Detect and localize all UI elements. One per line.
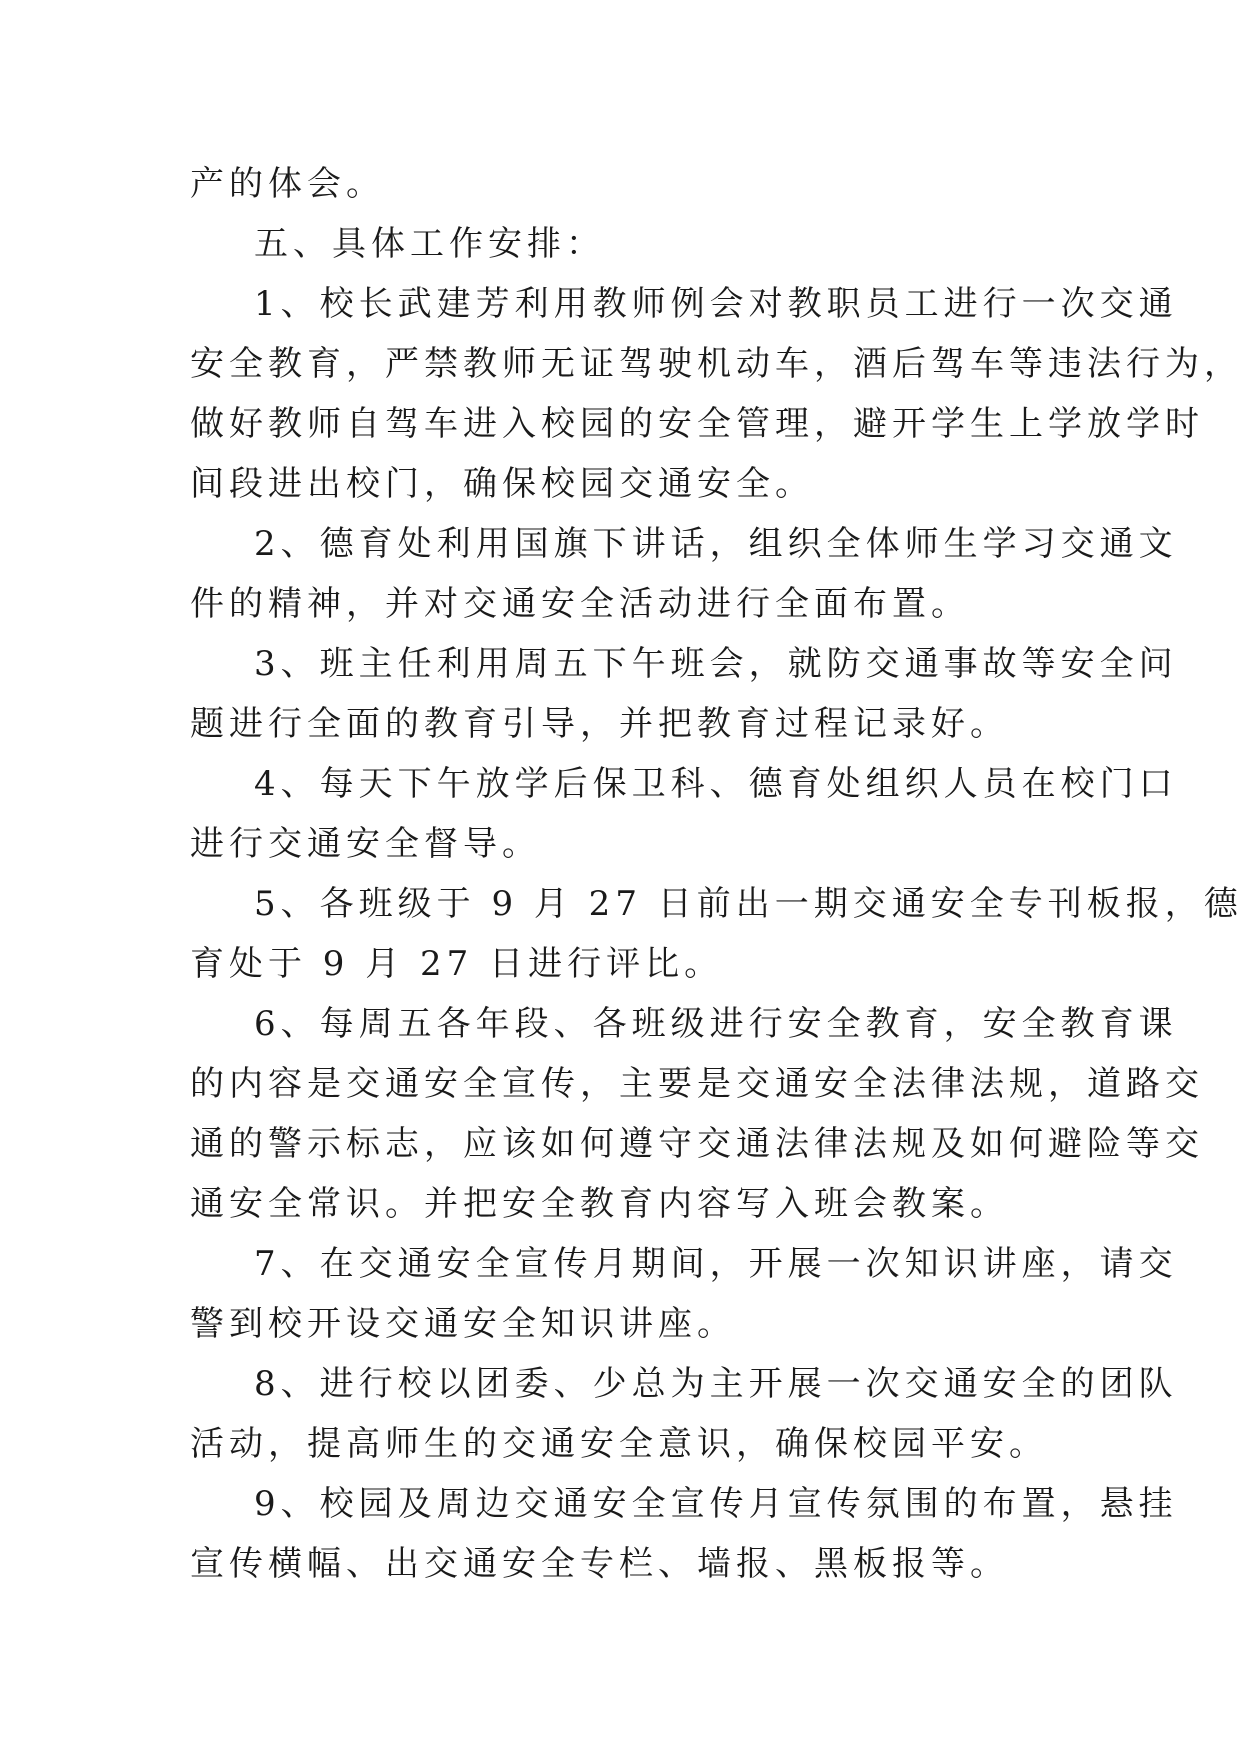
text-line: 警到校开设交通安全知识讲座。 bbox=[190, 1304, 736, 1344]
text-line: 育处于 9 月 27 日进行评比。 bbox=[190, 944, 724, 984]
text-line: 6、每周五各年段、各班级进行安全教育，安全教育课 bbox=[254, 1004, 1178, 1044]
text-line: 通安全常识。并把安全教育内容写入班会教案。 bbox=[190, 1184, 1009, 1224]
text-line: 活动，提高师生的交通安全意识，确保校园平安。 bbox=[190, 1424, 1048, 1464]
text-line: 9、校园及周边交通安全宣传月宣传氛围的布置，悬挂 bbox=[254, 1484, 1178, 1524]
text-line: 间段进出校门，确保校园交通安全。 bbox=[190, 464, 814, 504]
text-line: 进行交通安全督导。 bbox=[190, 824, 541, 864]
document-body bbox=[190, 154, 1243, 1594]
text-line: 4、每天下午放学后保卫科、德育处组织人员在校门口 bbox=[254, 764, 1178, 804]
text-line: 题进行全面的教育引导，并把教育过程记录好。 bbox=[190, 704, 1009, 744]
text-line: 做好教师自驾车进入校园的安全管理，避开学生上学放学时 bbox=[190, 404, 1204, 444]
text-line: 件的精神，并对交通安全活动进行全面布置。 bbox=[190, 584, 970, 624]
section-heading: 五、具体工作安排： bbox=[254, 224, 605, 264]
text-line: 宣传横幅、出交通安全专栏、墙报、黑板报等。 bbox=[190, 1544, 1009, 1584]
text-line: 安全教育，严禁教师无证驾驶机动车，酒后驾车等违法行为， bbox=[190, 344, 1243, 384]
text-line: 1、校长武建芳利用教师例会对教职员工进行一次交通 bbox=[254, 284, 1178, 324]
text-line: 8、进行校以团委、少总为主开展一次交通安全的团队 bbox=[254, 1364, 1178, 1404]
text-line: 的内容是交通安全宣传，主要是交通安全法律法规，道路交 bbox=[190, 1064, 1204, 1104]
text-line: 7、在交通安全宣传月期间，开展一次知识讲座，请交 bbox=[254, 1244, 1178, 1284]
text-line: 2、德育处利用国旗下讲话，组织全体师生学习交通文 bbox=[254, 524, 1178, 564]
text-line: 3、班主任利用周五下午班会，就防交通事故等安全问 bbox=[254, 644, 1178, 684]
text-line: 产的体会。 bbox=[190, 164, 385, 204]
text-line: 5、各班级于 9 月 27 日前出一期交通安全专刊板报，德 bbox=[254, 884, 1243, 924]
text-line: 通的警示标志，应该如何遵守交通法律法规及如何避险等交 bbox=[190, 1124, 1204, 1164]
